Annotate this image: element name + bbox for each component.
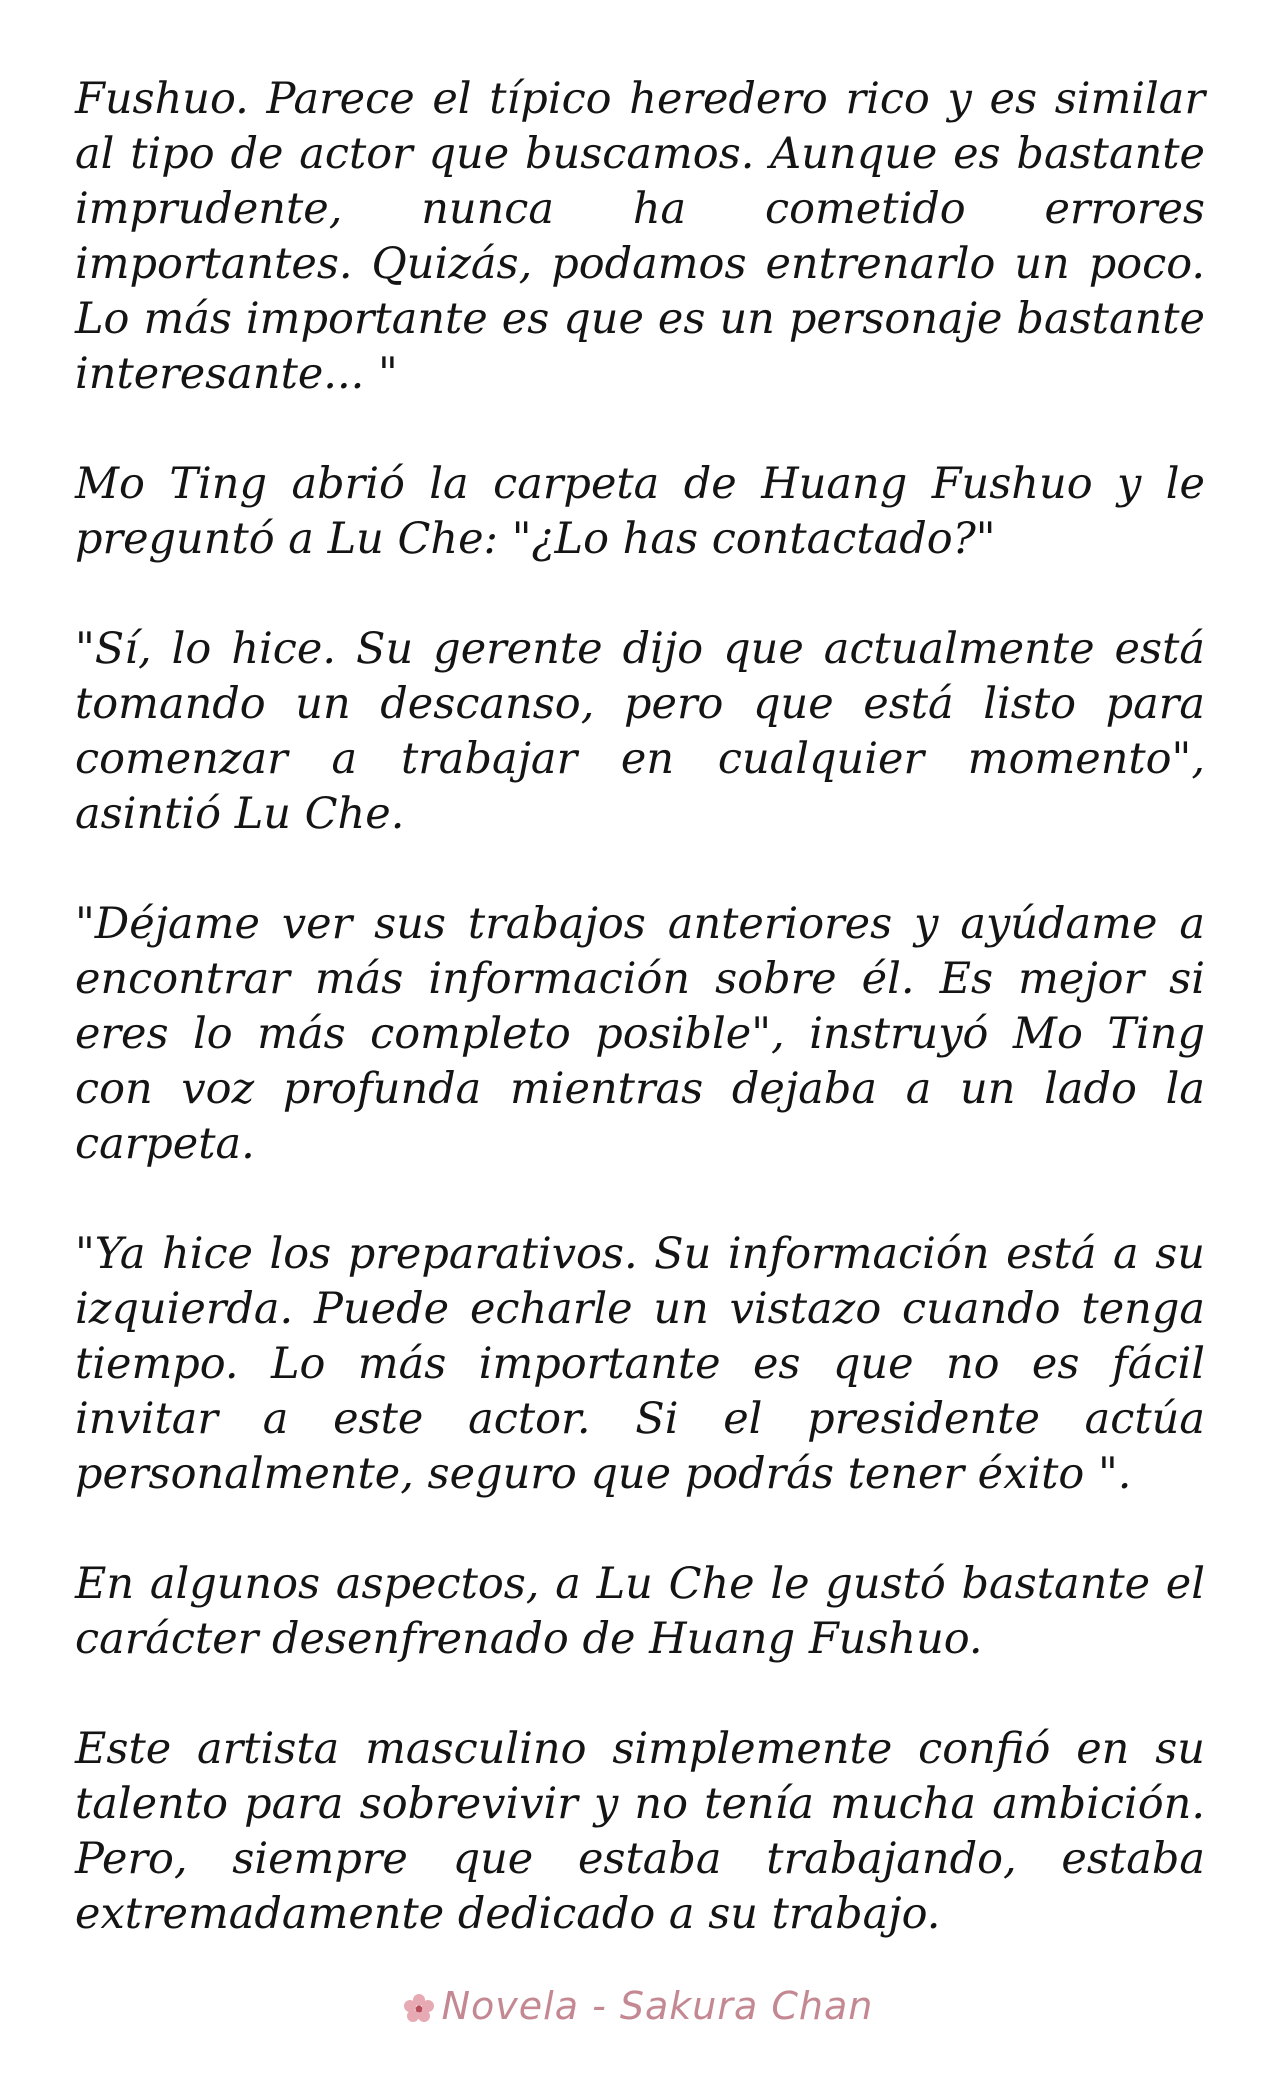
watermark [0,1984,1275,2028]
watermark-text: Novela - Sakura Chan [441,1984,874,2028]
paragraph-1: Fushuo. Parece el típico heredero rico y es similar al tipo de actor que buscamos. Aunque es bastante imprudente, nunca ha cometido errores importantes. Quizás, podamos entrenarlo un poco. Lo más importante es que es un personaje bastante interesante... " [75,74,1205,399]
paragraph-5: "Ya hice los preparativos. Su información está a su izquierda. Puede echarle un vistazo cuando tenga tiempo. Lo más importante es que no es fácil invitar a este actor. Si el presidente actúa personalmente, seguro que podrás tener éxito ". [75,1229,1205,1499]
paragraph-6: En algunos aspectos, a Lu Che le gustó bastante el carácter desenfrenado de Huang Fushuo. [75,1559,1205,1664]
sakura-flower-icon [402,1992,436,2022]
paragraph-3: "Sí, lo hice. Su gerente dijo que actualmente está tomando un descanso, pero que está listo para comenzar a trabajar en cualquier momento", asintió Lu Che. [75,624,1205,839]
document-body [75,72,1205,1942]
paragraph-7: Este artista masculino simplemente confió en su talento para sobrevivir y no tenía mucha ambición. Pero, siempre que estaba trabajando, estaba extremadamente dedicado a su trabajo. [75,1724,1205,1939]
paragraph-4: "Déjame ver sus trabajos anteriores y ayúdame a encontrar más información sobre él. Es mejor si eres lo más completo posible", instruyó Mo Ting con voz profunda mientras dejaba a un lado la carpeta. [75,899,1205,1169]
paragraph-2: Mo Ting abrió la carpeta de Huang Fushuo y le preguntó a Lu Che: "¿Lo has contactado?" [75,459,1205,564]
